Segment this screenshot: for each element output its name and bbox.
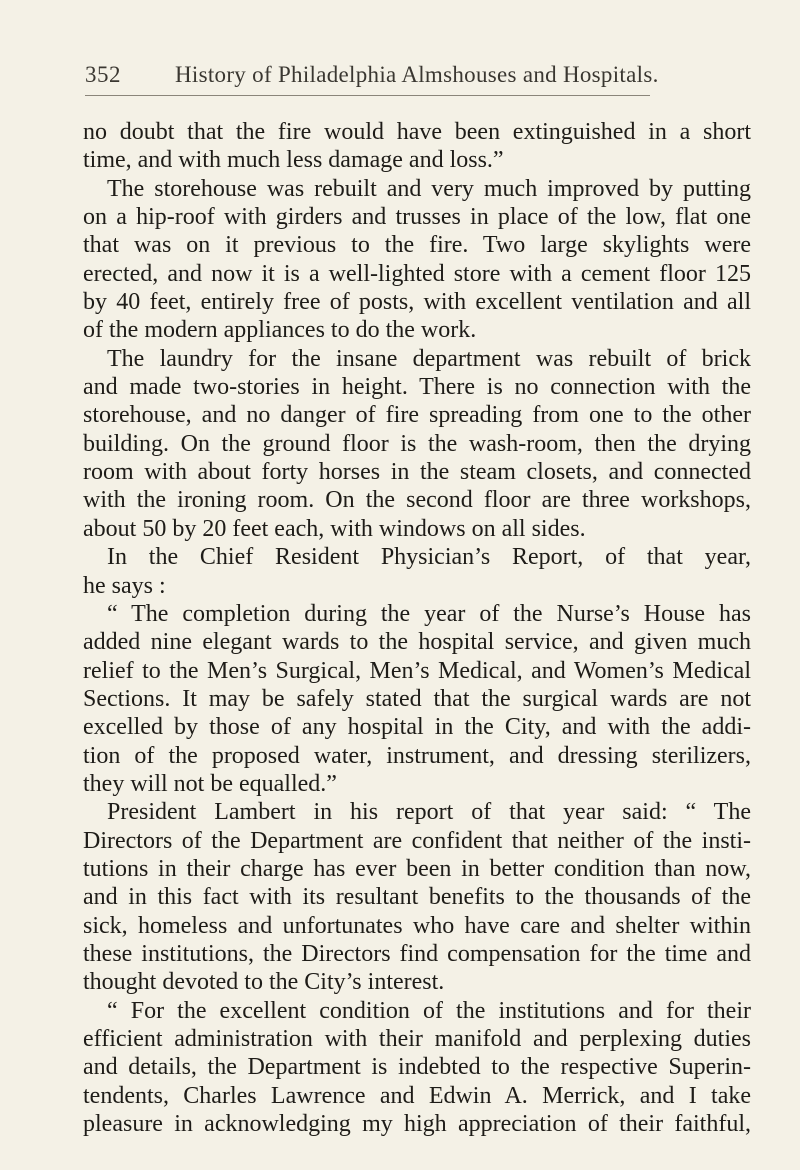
text-line: tutions in their charge has ever been in better condition than now, <box>83 855 751 882</box>
text-line: relief to the Men’s Surgical, Men’s Medical, and Women’s Medical <box>83 657 751 684</box>
text-line: time, and with much less damage and loss.” <box>83 147 504 174</box>
text-line: that was on it previous to the fire. Two large skylights were <box>83 232 751 259</box>
text-line: these institutions, the Directors find compensation for the time and <box>83 940 751 967</box>
text-line: room with about forty horses in the steam closets, and connected <box>83 459 751 486</box>
page-header <box>85 62 659 102</box>
text-line: tion of the proposed water, instrument, and dressing sterilizers, <box>83 742 751 769</box>
text-line: The laundry for the insane department was rebuilt of brick <box>107 345 751 372</box>
text-line: of the modern appliances to do the work. <box>83 317 477 344</box>
body-text <box>83 118 751 1138</box>
text-line: efficient administration with their manifold and perplexing duties <box>83 1026 751 1052</box>
text-line: erected, and now it is a well-lighted store with a cement floor 125 <box>83 260 751 287</box>
text-line: Sections. It may be safely stated that the surgical wards are not <box>83 685 751 712</box>
header-rule <box>85 95 650 96</box>
text-line: “ The completion during the year of the Nurse’s House has <box>107 600 751 627</box>
text-line: storehouse, and no danger of fire spreading from one to the other <box>83 402 751 429</box>
text-line: thought devoted to the City’s interest. <box>83 969 445 996</box>
text-line: they will not be equalled.” <box>83 770 337 797</box>
page-number: 352 <box>85 62 121 87</box>
text-line: by 40 feet, entirely free of posts, with excellent ventilation and all <box>83 289 751 316</box>
text-line: The storehouse was rebuilt and very much improved by putting <box>107 175 751 202</box>
text-line: and made two-stories in height. There is no connection with the <box>83 374 751 401</box>
text-line: and details, the Department is indebted to the respective Superin- <box>83 1054 751 1081</box>
text-line: building. On the ground floor is the wash-room, then the drying <box>83 430 751 457</box>
text-line: on a hip-roof with girders and trusses in place of the low, flat one <box>83 204 751 231</box>
text-line: Directors of the Department are confident that neither of the insti- <box>83 827 751 854</box>
text-line: added nine elegant wards to the hospital service, and given much <box>83 629 751 656</box>
text-line: about 50 by 20 feet each, with windows on all sides. <box>83 515 586 542</box>
text-line: President Lambert in his report of that year said: “ The <box>107 799 751 826</box>
text-line: “ For the excellent condition of the institutions and for their <box>107 997 751 1024</box>
text-line: In the Chief Resident Physician’s Report, of that year, <box>107 544 751 571</box>
text-line: and in this fact with its resultant benefits to the thousands of the <box>83 884 751 911</box>
text-line: tendents, Charles Lawrence and Edwin A. Merrick, and I take <box>83 1082 751 1109</box>
text-line: he says : <box>83 572 166 599</box>
text-line: with the ironing room. On the second floor are three workshops, <box>83 487 751 514</box>
text-line: pleasure in acknowledging my high appreciation of their faithful, <box>83 1111 751 1138</box>
text-line: excelled by those of any hospital in the City, and with the addi- <box>83 714 751 741</box>
running-title: History of Philadelphia Almshouses and Hospitals. <box>175 62 659 87</box>
text-line: sick, homeless and unfortunates who have care and shelter within <box>83 912 751 939</box>
text-line: no doubt that the fire would have been extinguished in a short <box>83 119 751 145</box>
